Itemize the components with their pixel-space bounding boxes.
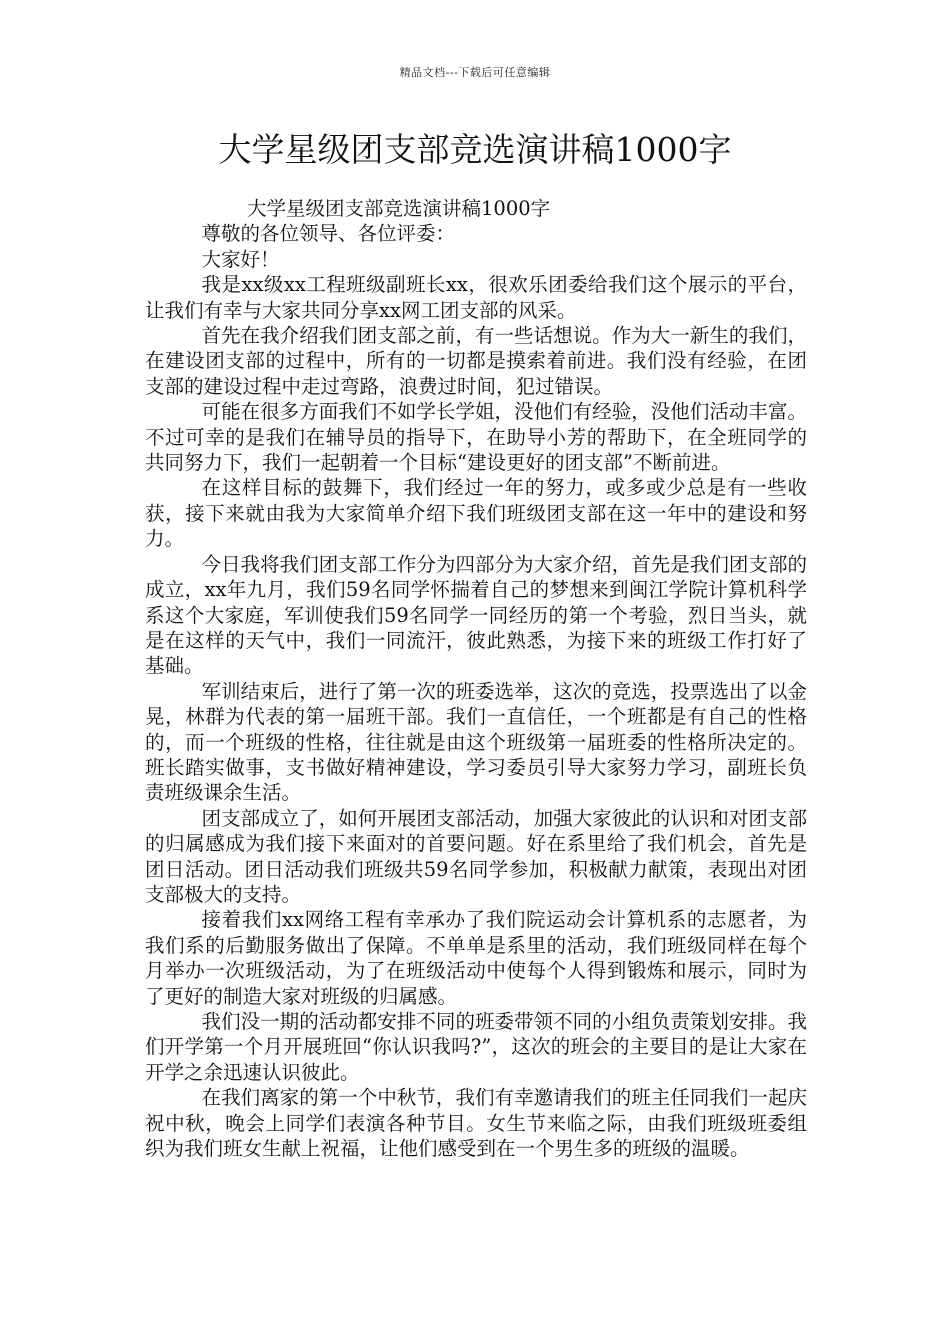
paragraph: 今日我将我们团支部工作分为四部分为大家介绍，首先是我们团支部的成立，xx年九月，我们59名同学怀揣着自己的梦想来到闽江学院计算机科学系这个大家庭，军训使我们59名同学一同经历的第一个考验，烈日当头，就是在这样的天气中，我们一同流汗，彼此熟悉，为接下来的班级工作打好了基础。: [145, 552, 807, 678]
paragraph: 军训结束后，进行了第一次的班委选举，这次的竞选，投票选出了以金晃，林群为代表的第一届班干部。我们一直信任，一个班都是有自己的性格的，而一个班级的性格，往往就是由这个班级第一届班委的性格所决定的。班长踏实做事，支书做好精神建设，学习委员引导大家努力学习，副班长负责班级课余生活。: [145, 679, 807, 805]
greeting: 大家好！: [201, 247, 280, 271]
salutation: 尊敬的各位领导、各位评委：: [201, 222, 456, 246]
paragraph: 在这样目标的鼓舞下，我们经过一年的努力，或多或少总是有一些收获，接下来就由我为大家简单介绍下我们班级团支部在这一年中的建设和努力。: [145, 476, 807, 551]
document-title: 大学星级团支部竞选演讲稿1000字: [218, 130, 732, 169]
paragraph: 可能在很多方面我们不如学长学姐，没他们有经验，没他们活动丰富。不过可幸的是我们在辅导员的指导下，在助导小芳的帮助下，在全班同学的共同努力下，我们一起朝着一个目标“建设更好的团支部”不断前进。: [145, 400, 807, 475]
paragraph: 团支部成立了，如何开展团支部活动，加强大家彼此的认识和对团支部的归属感成为我们接下来面对的首要问题。好在系里给了我们机会，首先是团日活动。团日活动我们班级共59名同学参加，积极献力献策，表现出对团支部极大的支持。: [145, 806, 807, 906]
paragraph: 我是xx级xx工程班级副班长xx，很欢乐团委给我们这个展示的平台，让我们有幸与大家共同分享xx网工团支部的风采。: [145, 273, 807, 322]
subtitle-line: 大学星级团支部竞选演讲稿1000字: [247, 197, 551, 220]
paragraph: 在我们离家的第一个中秋节，我们有幸邀请我们的班主任同我们一起庆祝中秋，晚会上同学们表演各种节目。女生节来临之际，由我们班级班委组织为我们班女生献上祝福，让他们感受到在一个男生多的班级的温暖。: [145, 1086, 807, 1161]
header-note: 精品文档---下载后可任意编辑: [399, 66, 551, 79]
paragraph: 接着我们xx网络工程有幸承办了我们院运动会计算机系的志愿者，为我们系的后勤服务做出了保障。不单单是系里的活动，我们班级同样在每个月举办一次班级活动，为了在班级活动中使每个人得到锻炼和展示，同时为了更好的制造大家对班级的归属感。: [145, 908, 807, 1008]
paragraph: 首先在我介绍我们团支部之前，有一些话想说。作为大一新生的我们，在建设团支部的过程中，所有的一切都是摸索着前进。我们没有经验，在团支部的建设过程中走过弯路，浪费过时间，犯过错误。: [145, 324, 807, 398]
paragraph: 我们没一期的活动都安排不同的班委带领不同的小组负责策划安排。我们开学第一个月开展班回“你认识我吗?”，这次的班会的主要目的是让大家在开学之余迅速认识彼此。: [145, 1010, 807, 1084]
document-body: [145, 196, 807, 1161]
